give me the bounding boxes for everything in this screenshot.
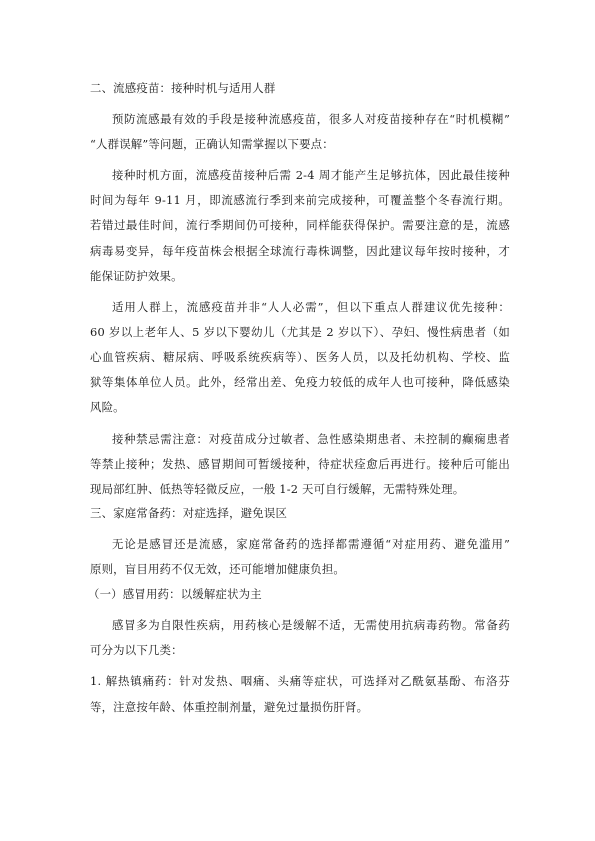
paragraph-line: “人群误解”等问题，正确认知需掌握以下要点：: [90, 137, 334, 151]
paragraph-line: 病毒易变异，每年疫苗株会根据全球流行毒株调整，因此建议每年按时接种，才: [90, 244, 510, 258]
paragraph-line: 适用人群上，流感疫苗并非“人人必需”，但以下重点人群建议优先接种：: [112, 300, 510, 314]
paragraph-line: 若错过最佳时间，流行季期间仍可接种，同样能获得保护。需要注意的是，流感: [90, 218, 510, 232]
section-heading: 二、流感疫苗：接种时机与适用人群: [90, 81, 276, 95]
section-heading: 三、家庭常备药：对症选择，避免误区: [90, 506, 288, 520]
paragraph-line: 感冒多为自限性疾病，用药核心是缓解不适，无需使用抗病毒药物。常备药: [112, 618, 510, 632]
paragraph-line: 接种禁忌需注意：对疫苗成分过敏者、急性感染期患者、未控制的癫痫患者: [112, 432, 510, 446]
paragraph-line: 时间为每年 9-11 月，即流感流行季到来前完成接种，可覆盖整个冬春流行期。: [90, 193, 510, 207]
paragraph-line: 无论是感冒还是流感，家庭常备药的选择都需遵循“对症用药、避免滥用”: [112, 537, 510, 551]
paragraph-line: 原则，盲目用药不仅无效，还可能增加健康负担。: [90, 562, 345, 576]
paragraph-line: 现局部红肿、低热等轻微反应，一般 1-2 天可自行缓解，无需特殊处理。: [90, 482, 465, 496]
paragraph-line: 接种时机方面，流感疫苗接种后需 2-4 周才能产生足够抗体，因此最佳接种: [112, 168, 510, 182]
list-item-line: 1. 解热镇痛药：针对发热、咽痛、头痛等症状，可选择对乙酰氨基酚、布洛芬: [90, 674, 510, 688]
paragraph-line: 心血管疾病、糖尿病、呼吸系统疾病等）、医务人员，以及托幼机构、学校、监: [90, 350, 510, 364]
paragraph-line: 狱等集体单位人员。此外，经常出差、免疫力较低的成年人也可接种，降低感染: [90, 375, 510, 389]
subsection-heading: （一）感冒用药：以缓解症状为主: [88, 587, 262, 601]
paragraph-line: 风险。: [90, 400, 125, 414]
list-item-line: 等，注意按年龄、体重控制剂量，避免过量损伤肝肾。: [90, 700, 369, 714]
paragraph-line: 等禁止接种；发热、感冒期间可暂缓接种，待症状痊愈后再进行。接种后可能出: [90, 457, 510, 471]
paragraph-line: 60 岁以上老年人、5 岁以下婴幼儿（尤其是 2 岁以下）、孕妇、慢性病患者（如: [90, 325, 510, 339]
paragraph-line: 可分为以下几类：: [90, 643, 183, 657]
paragraph-line: 能保证防护效果。: [90, 269, 183, 283]
paragraph-line: 预防流感最有效的手段是接种流感疫苗，很多人对疫苗接种存在“时机模糊”: [112, 112, 510, 126]
